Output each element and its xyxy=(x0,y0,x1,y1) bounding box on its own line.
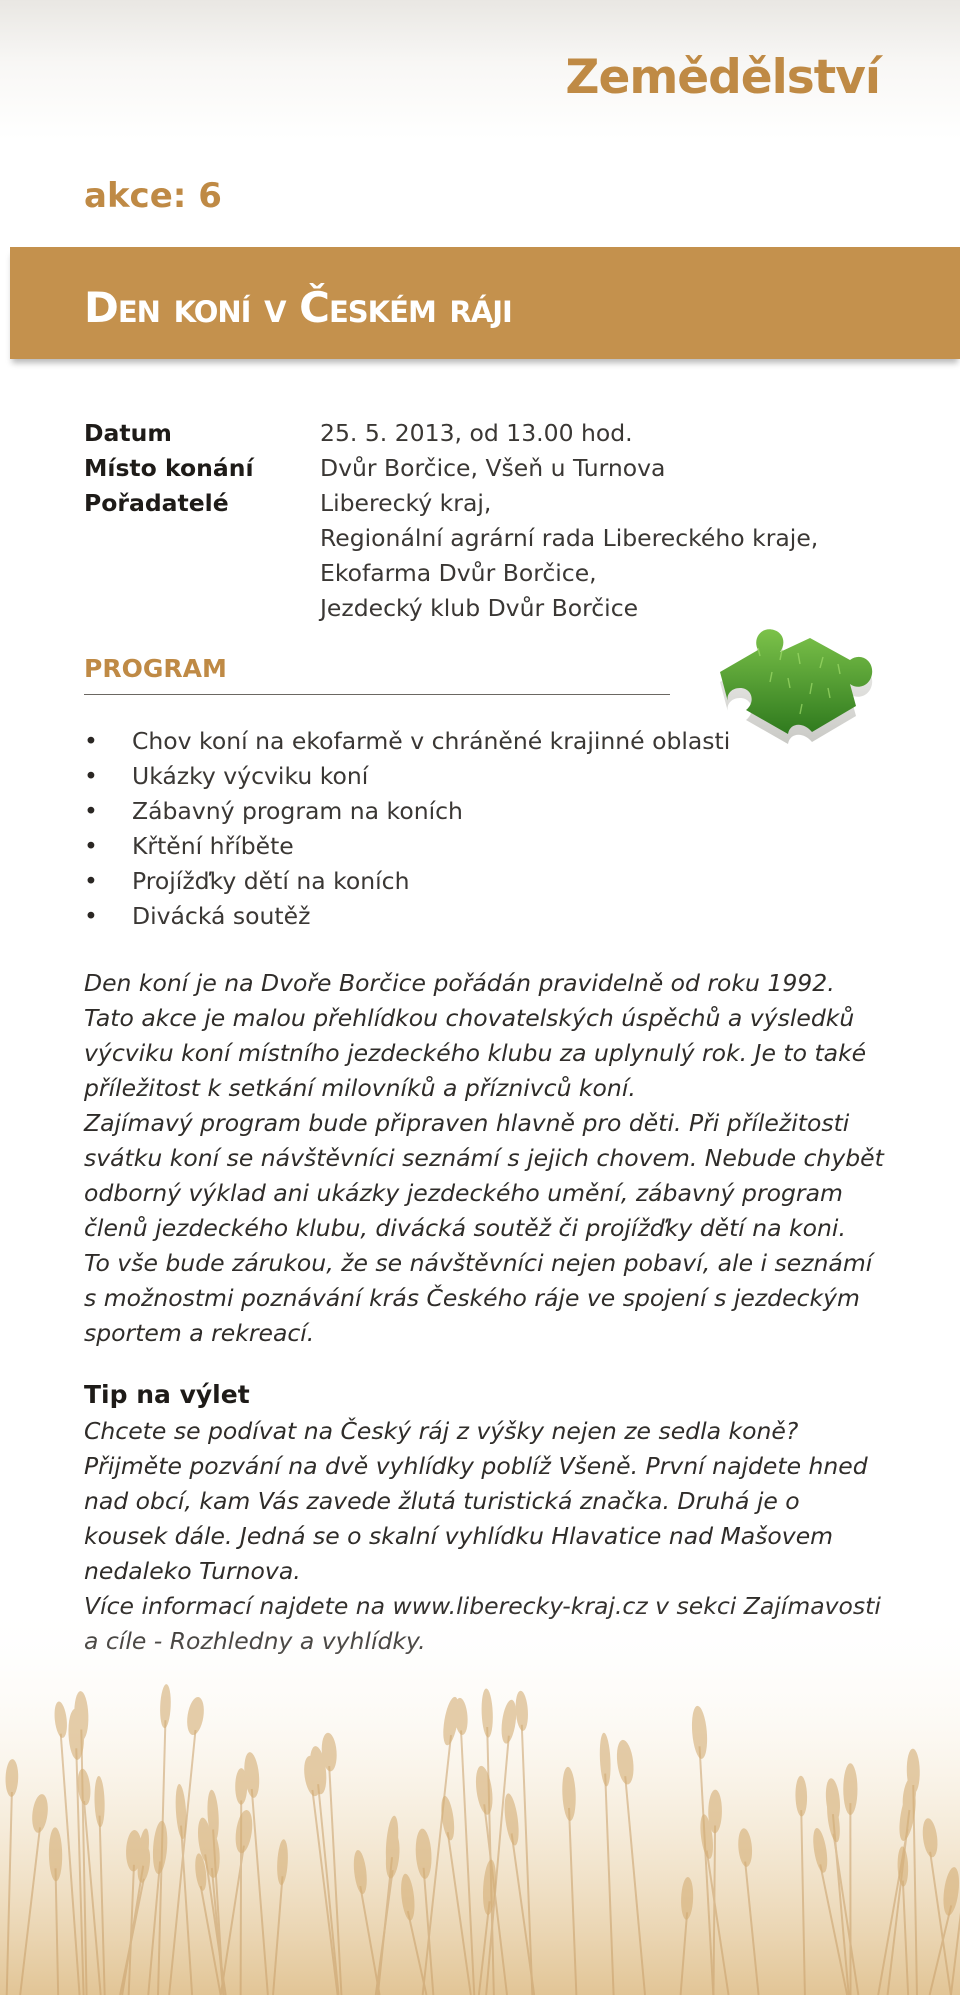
description-paragraph: Den koní je na Dvoře Borčice pořádán pravidelně od roku 1992. Tato akce je malou přehlídkou chovatelských úspěchů a výsledků výcviku koní místního jezdeckého klubu za uplynulý rok. Je to také příležitost k setkání milovníků a příznivců koní. xyxy=(84,969,867,1102)
organizers-label: Pořadatelé xyxy=(84,489,229,517)
tip-paragraph: Chcete se podívat na Český ráj z výšky nejen ze sedla koně? Přijměte pozvání na dvě vyhlídky poblíž Všeně. První najdete hned nad obcí, kam Vás zavede žlutá turistická značka. Druhá je o kousek dále. Jedná se o skalní vyhlídku Hlavatice nad Mašovem nedaleko Turnova. xyxy=(84,1417,868,1585)
program-item: • Zábavný program na koních xyxy=(84,794,730,829)
wheat-field-background xyxy=(0,1600,960,1995)
description-paragraph: Zajímavý program bude připraven hlavně pro děti. Při příležitosti svátku koní se návštěvníci seznámí s jejich chovem. Nebude chybět odborný výklad ani ukázky jezdeckého umění, zábavný program členů jezdeckého klubu, divácká soutěž či projížďky dětí na koni. xyxy=(84,1109,884,1242)
event-description xyxy=(84,966,884,1351)
program-divider xyxy=(84,694,670,695)
wheat-head xyxy=(843,1763,857,1815)
venue-value: Dvůr Borčice, Všeň u Turnova xyxy=(320,454,666,482)
event-title: Den koní v Českém ráji xyxy=(84,283,512,332)
program-heading: PROGRAM xyxy=(84,654,227,683)
venue-label: Místo konání xyxy=(84,454,254,482)
section-name: Zemědělství xyxy=(565,50,880,105)
date-label: Datum xyxy=(84,419,172,447)
program-item: • Divácká soutěž xyxy=(84,899,730,934)
program-item: • Ukázky výcviku koní xyxy=(84,759,730,794)
program-item: • Křtění hříběte xyxy=(84,829,730,864)
description-paragraph: To vše bude zárukou, že se návštěvníci nejen pobaví, ale i seznámí s možnostmi poznávání krás Českého ráje ve spojení s jezdeckým sportem a rekreací. xyxy=(84,1249,873,1347)
organizer-item: Regionální agrární rada Libereckého kraje, xyxy=(320,524,819,552)
tip-heading: Tip na výlet xyxy=(84,1380,250,1409)
info-row-venue xyxy=(84,451,818,486)
info-row-date xyxy=(84,416,818,451)
organizer-item: Ekofarma Dvůr Borčice, xyxy=(320,559,597,587)
date-value: 25. 5. 2013, od 13.00 hod. xyxy=(320,419,633,447)
organizer-item: Liberecký kraj, xyxy=(320,489,492,517)
title-band xyxy=(10,247,960,359)
program-list xyxy=(84,724,730,934)
event-number: akce: 6 xyxy=(84,176,222,216)
organizer-item: Jezdecký klub Dvůr Borčice xyxy=(320,594,639,622)
program-item: • Projížďky dětí na koních xyxy=(84,864,730,899)
program-item: • Chov koní na ekofarmě v chráněné krajinné oblasti xyxy=(84,724,730,759)
